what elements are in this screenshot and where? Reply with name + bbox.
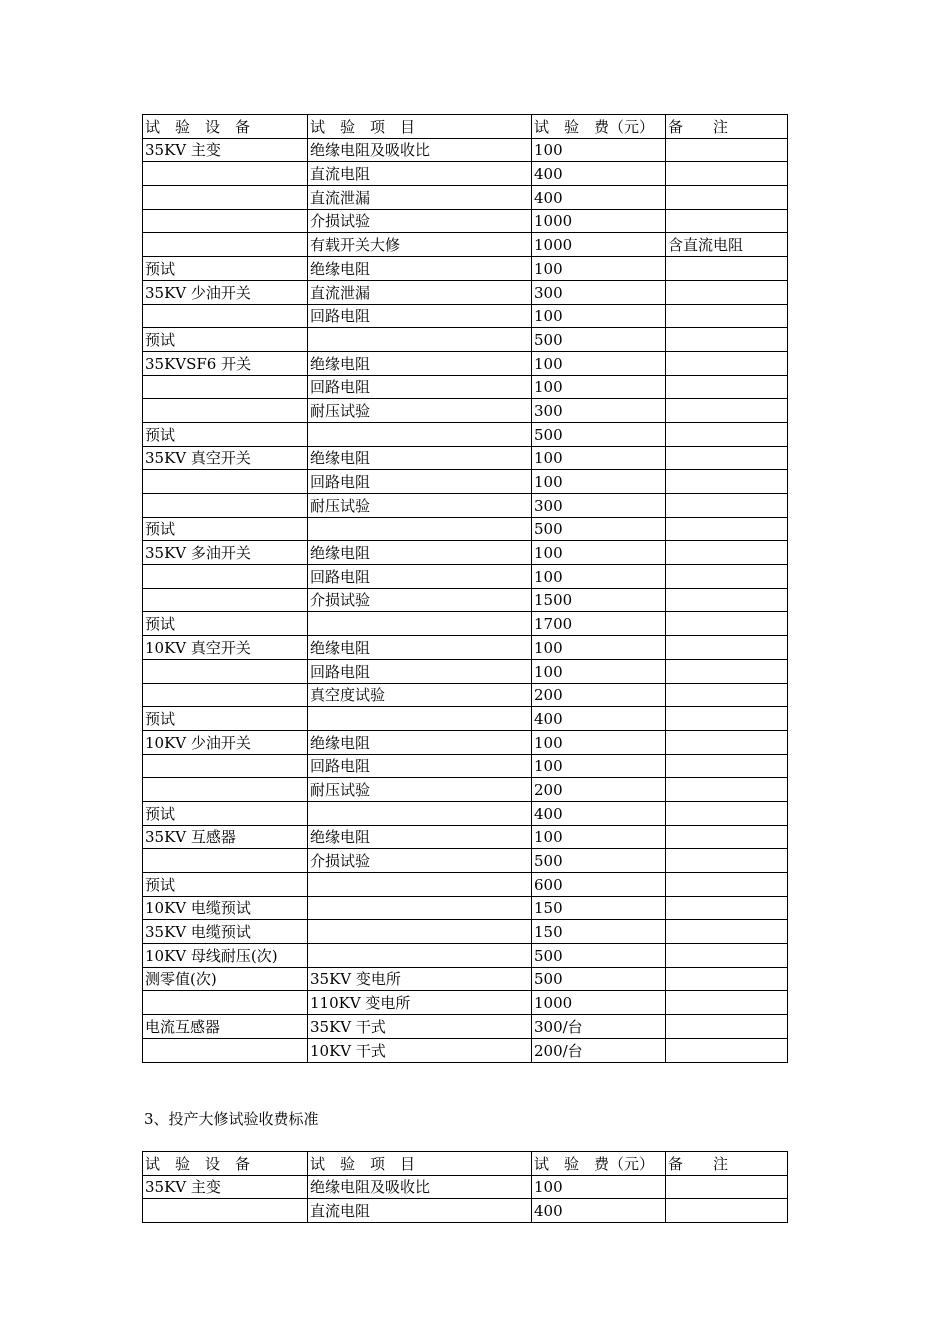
test-item-cell: 介损试验 (308, 209, 532, 233)
test-item-cell: 有载开关大修 (308, 233, 532, 257)
equipment-cell (143, 754, 308, 778)
fee-cell: 500 (532, 967, 666, 991)
fee-table-1 (142, 114, 788, 1063)
equipment-cell (143, 1038, 308, 1062)
fee-table-2-body (143, 1152, 788, 1223)
equipment-cell: 10KV 电缆预试 (143, 896, 308, 920)
fee-table-2 (142, 1151, 788, 1223)
test-item-cell (308, 422, 532, 446)
test-item-cell: 介损试验 (308, 588, 532, 612)
remark-cell (666, 1175, 788, 1199)
fee-cell: 400 (532, 186, 666, 210)
test-item-cell: 介损试验 (308, 849, 532, 873)
test-item-cell: 直流泄漏 (308, 280, 532, 304)
fee-cell: 500 (532, 944, 666, 968)
remark-cell (666, 659, 788, 683)
column-header: 试 验 费（元） (532, 115, 666, 139)
equipment-cell: 预试 (143, 707, 308, 731)
equipment-cell (143, 849, 308, 873)
equipment-cell: 预试 (143, 517, 308, 541)
remark-cell (666, 896, 788, 920)
table-row (143, 801, 788, 825)
test-item-cell: 回路电阻 (308, 470, 532, 494)
test-item-cell (308, 801, 532, 825)
fee-cell: 100 (532, 446, 666, 470)
test-item-cell (308, 328, 532, 352)
equipment-cell (143, 565, 308, 589)
remark-cell (666, 707, 788, 731)
fee-cell: 100 (532, 754, 666, 778)
equipment-cell (143, 399, 308, 423)
remark-cell (666, 825, 788, 849)
equipment-cell: 预试 (143, 328, 308, 352)
table-row (143, 304, 788, 328)
equipment-cell: 35KV 真空开关 (143, 446, 308, 470)
table-row (143, 399, 788, 423)
test-item-cell (308, 873, 532, 897)
table-row (143, 1175, 788, 1199)
equipment-cell (143, 470, 308, 494)
fee-cell: 300/台 (532, 1015, 666, 1039)
test-item-cell: 35KV 干式 (308, 1015, 532, 1039)
remark-cell (666, 138, 788, 162)
remark-cell (666, 375, 788, 399)
fee-cell: 100 (532, 636, 666, 660)
table-row (143, 588, 788, 612)
fee-cell: 100 (532, 1175, 666, 1199)
table-header-row (143, 115, 788, 139)
table-row (143, 209, 788, 233)
fee-cell: 200/台 (532, 1038, 666, 1062)
remark-cell (666, 280, 788, 304)
remark-cell (666, 873, 788, 897)
fee-cell: 100 (532, 565, 666, 589)
equipment-cell: 10KV 真空开关 (143, 636, 308, 660)
table-row (143, 257, 788, 281)
equipment-cell (143, 659, 308, 683)
test-item-cell: 绝缘电阻及吸收比 (308, 1175, 532, 1199)
equipment-cell (143, 683, 308, 707)
table-row (143, 754, 788, 778)
remark-cell (666, 801, 788, 825)
remark-cell (666, 1015, 788, 1039)
test-item-cell: 110KV 变电所 (308, 991, 532, 1015)
remark-cell (666, 636, 788, 660)
remark-cell (666, 470, 788, 494)
remark-cell (666, 304, 788, 328)
remark-cell (666, 778, 788, 802)
test-item-cell: 耐压试验 (308, 778, 532, 802)
fee-cell: 500 (532, 517, 666, 541)
equipment-cell: 预试 (143, 801, 308, 825)
remark-cell (666, 494, 788, 518)
table-row (143, 162, 788, 186)
column-header: 试 验 项 目 (308, 115, 532, 139)
test-item-cell: 绝缘电阻 (308, 636, 532, 660)
fee-cell: 100 (532, 825, 666, 849)
test-item-cell: 耐压试验 (308, 399, 532, 423)
fee-cell: 100 (532, 470, 666, 494)
table-row (143, 138, 788, 162)
equipment-cell: 10KV 母线耐压(次) (143, 944, 308, 968)
fee-cell: 100 (532, 351, 666, 375)
table-row (143, 446, 788, 470)
table-row (143, 1199, 788, 1223)
fee-cell: 100 (532, 138, 666, 162)
equipment-cell: 35KV 少油开关 (143, 280, 308, 304)
table-row (143, 328, 788, 352)
column-header: 试 验 项 目 (308, 1152, 532, 1176)
equipment-cell: 35KV 主变 (143, 138, 308, 162)
test-item-cell: 直流电阻 (308, 162, 532, 186)
table-row (143, 351, 788, 375)
equipment-cell: 测零值(次) (143, 967, 308, 991)
fee-cell: 100 (532, 541, 666, 565)
fee-cell: 400 (532, 801, 666, 825)
test-item-cell (308, 920, 532, 944)
fee-cell: 150 (532, 896, 666, 920)
fee-cell: 1000 (532, 209, 666, 233)
equipment-cell (143, 375, 308, 399)
remark-cell (666, 517, 788, 541)
equipment-cell: 35KV 电缆预试 (143, 920, 308, 944)
table-row (143, 186, 788, 210)
equipment-cell (143, 494, 308, 518)
remark-cell (666, 565, 788, 589)
column-header: 试 验 设 备 (143, 115, 308, 139)
table-row (143, 612, 788, 636)
test-item-cell: 绝缘电阻 (308, 446, 532, 470)
equipment-cell: 10KV 少油开关 (143, 730, 308, 754)
fee-cell: 1700 (532, 612, 666, 636)
test-item-cell: 回路电阻 (308, 375, 532, 399)
remark-cell (666, 967, 788, 991)
table-row (143, 873, 788, 897)
equipment-cell (143, 233, 308, 257)
table-row (143, 659, 788, 683)
table-row (143, 730, 788, 754)
equipment-cell (143, 209, 308, 233)
equipment-cell: 预试 (143, 422, 308, 446)
equipment-cell: 35KVSF6 开关 (143, 351, 308, 375)
test-item-cell: 绝缘电阻 (308, 351, 532, 375)
fee-cell: 300 (532, 494, 666, 518)
table-row (143, 944, 788, 968)
fee-cell: 150 (532, 920, 666, 944)
fee-cell: 400 (532, 1199, 666, 1223)
remark-cell (666, 754, 788, 778)
remark-cell (666, 920, 788, 944)
remark-cell (666, 849, 788, 873)
fee-cell: 1000 (532, 233, 666, 257)
fee-cell: 400 (532, 707, 666, 731)
remark-cell (666, 422, 788, 446)
remark-cell (666, 730, 788, 754)
fee-cell: 1500 (532, 588, 666, 612)
remark-cell (666, 612, 788, 636)
test-item-cell: 绝缘电阻 (308, 730, 532, 754)
fee-cell: 600 (532, 873, 666, 897)
test-item-cell: 绝缘电阻及吸收比 (308, 138, 532, 162)
remark-cell: 含直流电阻 (666, 233, 788, 257)
table-row (143, 636, 788, 660)
table-row (143, 541, 788, 565)
column-header: 试 验 费（元） (532, 1152, 666, 1176)
test-item-cell: 绝缘电阻 (308, 825, 532, 849)
test-item-cell (308, 707, 532, 731)
fee-cell: 200 (532, 683, 666, 707)
table-row (143, 565, 788, 589)
remark-cell (666, 186, 788, 210)
table-row (143, 470, 788, 494)
equipment-cell: 35KV 多油开关 (143, 541, 308, 565)
fee-cell: 100 (532, 659, 666, 683)
fee-cell: 1000 (532, 991, 666, 1015)
table-row (143, 967, 788, 991)
test-item-cell (308, 896, 532, 920)
table-row (143, 896, 788, 920)
remark-cell (666, 588, 788, 612)
fee-cell: 100 (532, 304, 666, 328)
fee-table-1-body (143, 115, 788, 1063)
remark-cell (666, 399, 788, 423)
table-row (143, 422, 788, 446)
equipment-cell (143, 991, 308, 1015)
equipment-cell (143, 304, 308, 328)
column-header: 试 验 设 备 (143, 1152, 308, 1176)
section-heading: 3、投产大修试验收费标准 (144, 1110, 319, 1128)
test-item-cell: 直流泄漏 (308, 186, 532, 210)
table-row (143, 494, 788, 518)
test-item-cell (308, 612, 532, 636)
equipment-cell: 预试 (143, 873, 308, 897)
remark-cell (666, 683, 788, 707)
column-header: 备 注 (666, 1152, 788, 1176)
test-item-cell: 回路电阻 (308, 304, 532, 328)
fee-cell: 500 (532, 849, 666, 873)
remark-cell (666, 991, 788, 1015)
equipment-cell: 预试 (143, 612, 308, 636)
table-row (143, 683, 788, 707)
table-row (143, 517, 788, 541)
test-item-cell: 10KV 干式 (308, 1038, 532, 1062)
test-item-cell: 直流电阻 (308, 1199, 532, 1223)
fee-cell: 200 (532, 778, 666, 802)
test-item-cell: 35KV 变电所 (308, 967, 532, 991)
table-header-row (143, 1152, 788, 1176)
fee-cell: 400 (532, 162, 666, 186)
fee-cell: 500 (532, 328, 666, 352)
table-row (143, 849, 788, 873)
remark-cell (666, 1199, 788, 1223)
fee-cell: 100 (532, 730, 666, 754)
table-row (143, 991, 788, 1015)
equipment-cell (143, 778, 308, 802)
remark-cell (666, 541, 788, 565)
column-header: 备 注 (666, 115, 788, 139)
fee-cell: 300 (532, 399, 666, 423)
test-item-cell (308, 944, 532, 968)
test-item-cell: 绝缘电阻 (308, 541, 532, 565)
table-row (143, 280, 788, 304)
test-item-cell: 回路电阻 (308, 754, 532, 778)
remark-cell (666, 162, 788, 186)
remark-cell (666, 328, 788, 352)
table-row (143, 1015, 788, 1039)
table-row (143, 778, 788, 802)
equipment-cell: 预试 (143, 257, 308, 281)
table-row (143, 920, 788, 944)
equipment-cell: 35KV 主变 (143, 1175, 308, 1199)
remark-cell (666, 209, 788, 233)
test-item-cell: 回路电阻 (308, 565, 532, 589)
test-item-cell: 回路电阻 (308, 659, 532, 683)
table-row (143, 825, 788, 849)
table-row (143, 233, 788, 257)
equipment-cell (143, 186, 308, 210)
table-row (143, 707, 788, 731)
equipment-cell: 电流互感器 (143, 1015, 308, 1039)
test-item-cell (308, 517, 532, 541)
equipment-cell (143, 1199, 308, 1223)
equipment-cell (143, 162, 308, 186)
test-item-cell: 真空度试验 (308, 683, 532, 707)
equipment-cell (143, 588, 308, 612)
table-row (143, 375, 788, 399)
equipment-cell: 35KV 互感器 (143, 825, 308, 849)
table-row (143, 1038, 788, 1062)
test-item-cell: 绝缘电阻 (308, 257, 532, 281)
test-item-cell: 耐压试验 (308, 494, 532, 518)
remark-cell (666, 446, 788, 470)
remark-cell (666, 351, 788, 375)
fee-cell: 100 (532, 257, 666, 281)
remark-cell (666, 257, 788, 281)
fee-cell: 500 (532, 422, 666, 446)
remark-cell (666, 1038, 788, 1062)
remark-cell (666, 944, 788, 968)
fee-cell: 100 (532, 375, 666, 399)
fee-cell: 300 (532, 280, 666, 304)
